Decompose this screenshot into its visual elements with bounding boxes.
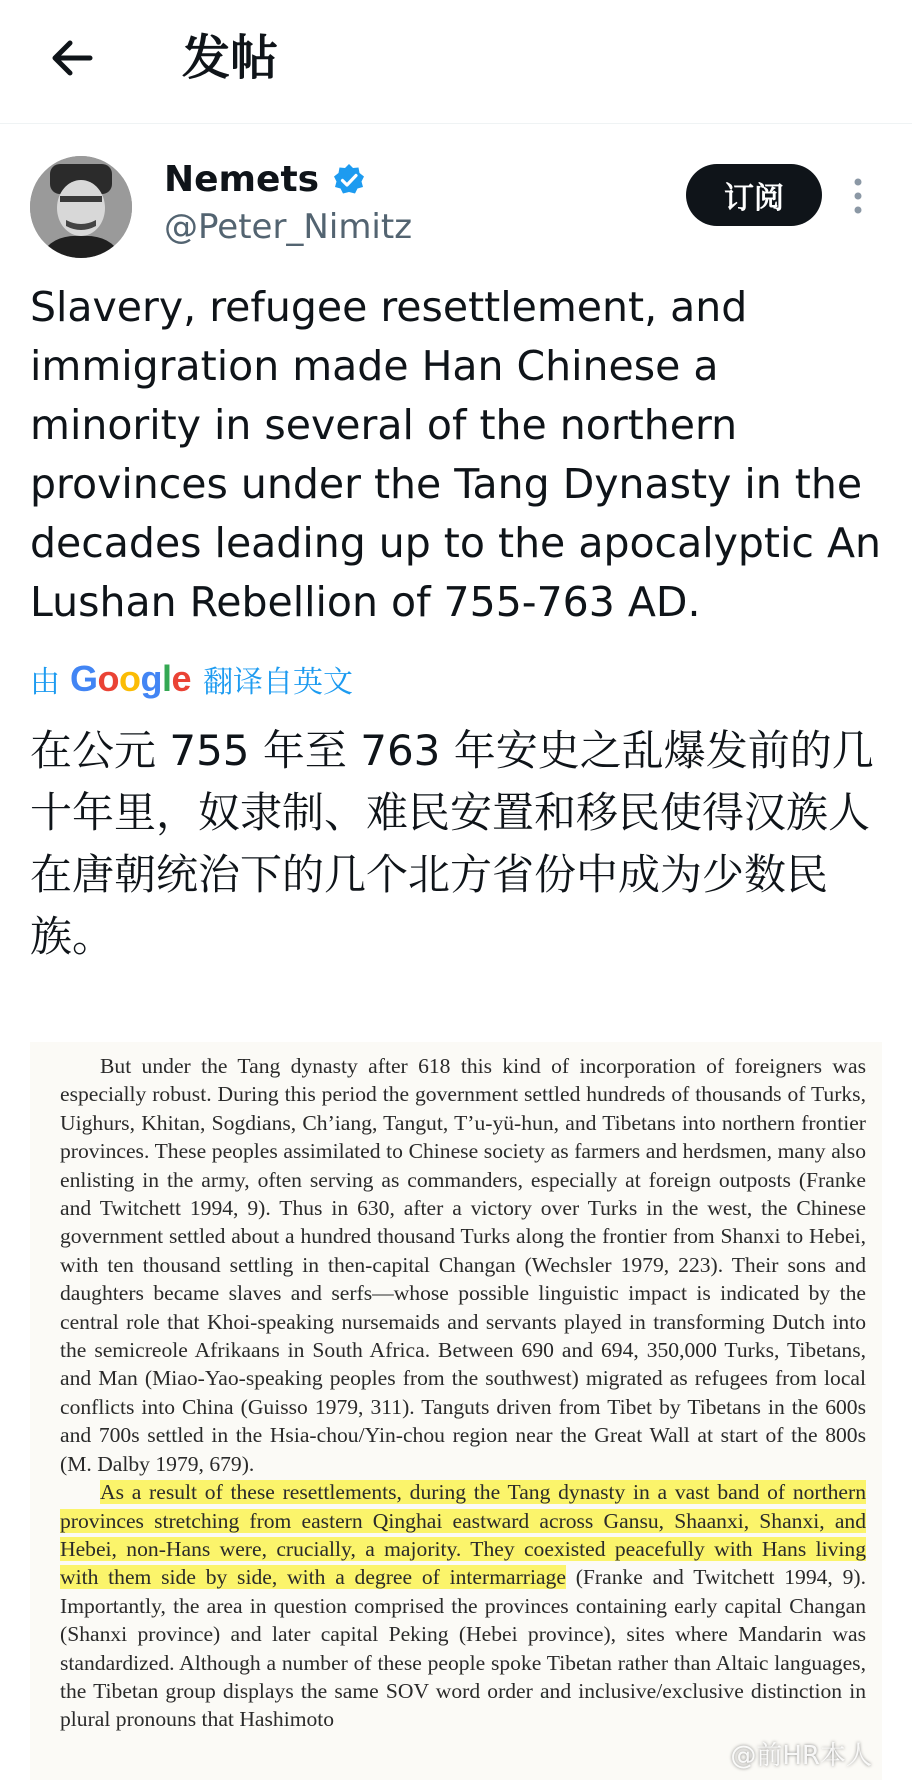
- tweet-text: Slavery, refugee resettlement, and immigration made Han Chinese a minority in several of the northern provinces under the Tang Dynasty in the decades leading up to the apocalyptic An Lushan Rebellion of 755-763 AD.: [30, 283, 881, 626]
- top-bar: [0, 0, 912, 124]
- book-paragraph-1: But under the Tang dynasty after 618 this kind of incorporation of foreigners was especially robust. During this period the government settled hundreds of thousands of Turks, Uighurs, Khitan, Sogdians, Ch’iang, Tangut, T’u-yü-hun, and Tibetans into northern frontier provinces. These peoples assimilated to Chinese society as farmers and herdsmen, many also enlisting in the army, often serving as commanders, especially at foreign outposts (Franke and Twitchett 1994, 9). Thus in 630, after a victory over Turks in the west, the Chinese government settled about a hundred thousand Turks along the frontier from Shanxi to Hebei, with ten thousand settling in then-capital Changan (Wechsler 1979, 223). Their sons and daughters became slaves and serfs—whose possible linguistic impact is indicated by the central role that Khoi-speaking nursemaids and servants played in transforming Dutch into the semicreole Afrikaans in South Africa. Between 690 and 694, 350,000 Turks, Tibetans, and Man (Miao-Yao-speaking peoples from the southwest) migrated as refugees from local conflicts into China (Guisso 1979, 311). Tanguts driven from Tibet by Tibetans in the 600s and 700s settled in the Hsia-chou/Yin-chou region near the Great Wall at start of the 800s (M. Dalby 1979, 679).: [60, 1054, 866, 1476]
- avatar-image: [30, 156, 132, 258]
- avatar[interactable]: [30, 156, 132, 258]
- subscribe-button[interactable]: 订阅: [686, 164, 822, 226]
- author-name[interactable]: Nemets: [164, 159, 320, 200]
- translate-suffix: 翻译自英文: [203, 665, 354, 700]
- author-handle[interactable]: @Peter_Nimitz: [164, 207, 413, 247]
- page-title: 发帖: [182, 30, 279, 86]
- verified-badge-icon: [331, 162, 367, 198]
- author-name-row: [164, 156, 367, 204]
- book-paragraph-2: [60, 1478, 866, 1734]
- more-vertical-icon[interactable]: [850, 176, 866, 216]
- google-logo: Google: [70, 658, 192, 699]
- attached-book-image[interactable]: [30, 1042, 882, 1780]
- translated-text: 在公元 755 年至 763 年安史之乱爆发前的几十年里，奴隶制、难民安置和移民使得汉族人在唐朝统治下的几个北方省份中成为少数民族。: [30, 726, 874, 961]
- translate-prefix: 由: [30, 665, 60, 700]
- back-arrow-icon[interactable]: [44, 30, 100, 86]
- book-paragraph-2-rest: (Franke and Twitchett 1994, 9). Importantly, the area in question comprised the provinces containing early capital Changan (Shanxi province) and later capital Peking (Hebei province), sites where Mandarin was standardized. Although a number of these people spoke Tibetan rather than Altaic languages, the Tibetan group displays the same SOV word order and inclusive/exclusive distinction in plural pronouns that Hashimoto: [60, 1565, 866, 1732]
- highlighted-passage: As a result of these resettlements, during the Tang dynasty in a vast band of northern provinces stretching from eastern Qinghai eastward across Gansu, Shaanxi, Shanxi, and Hebei, non-Hans were, crucially, a majority. They coexisted peacefully with Hans living with them side by side, with a degree of intermarriage: [60, 1480, 866, 1590]
- translation-attribution[interactable]: [30, 656, 353, 702]
- watermark: @前HR本人: [730, 1741, 872, 1771]
- book-excerpt: [60, 1052, 866, 1734]
